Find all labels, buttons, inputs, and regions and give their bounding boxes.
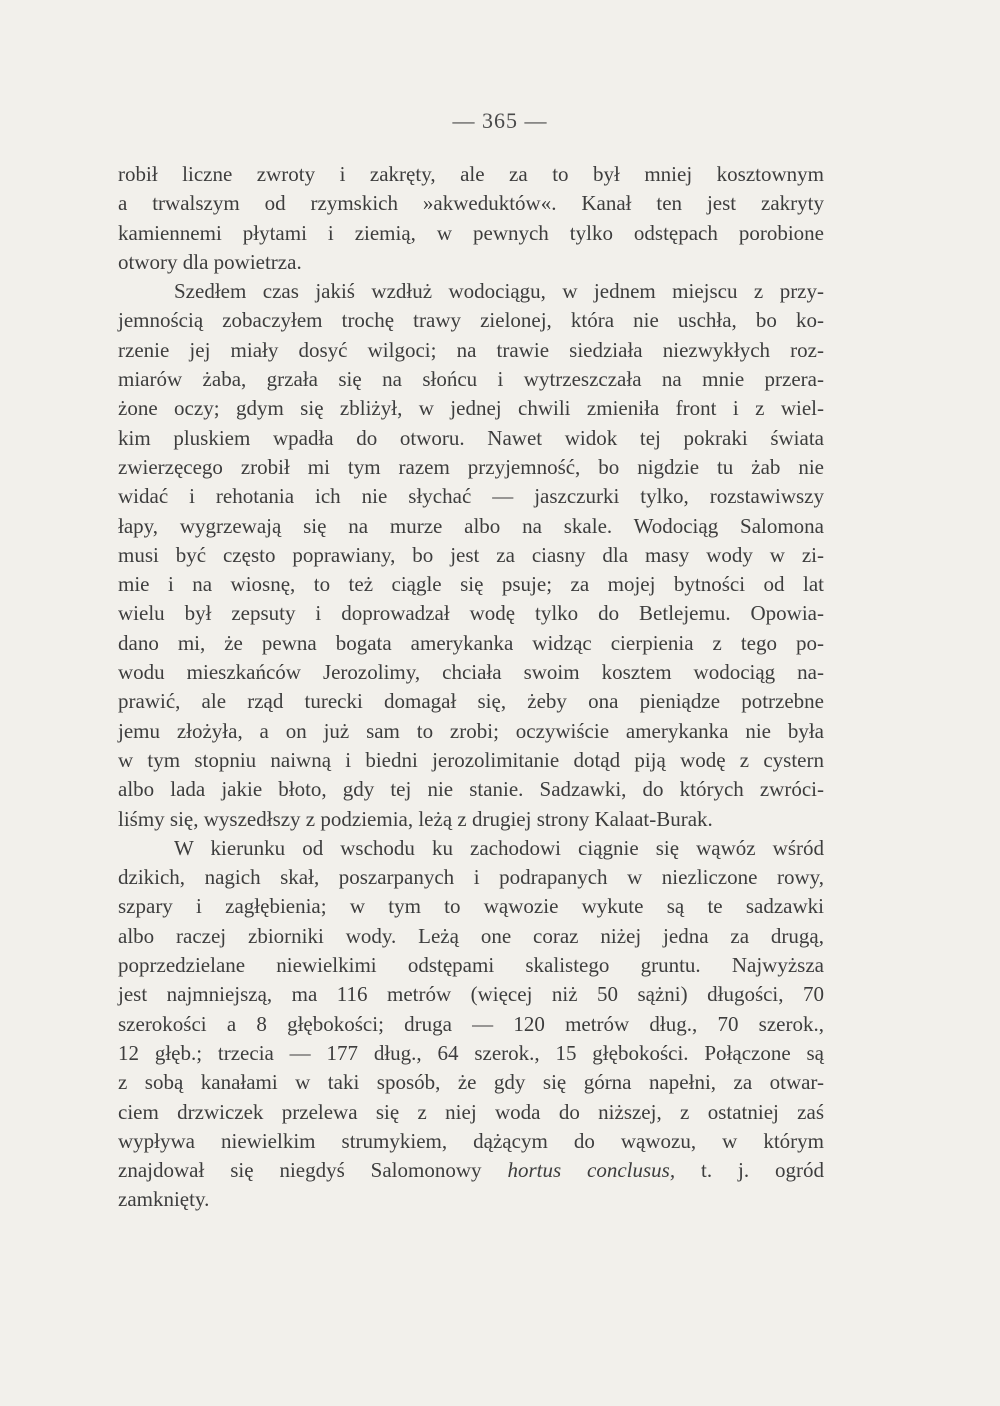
text-line: z sobą kanałami w taki sposób, że gdy się górna napełni, za otwar- — [118, 1070, 824, 1095]
text-line: wodu mieszkańców Jerozolimy, chciała swoim kosztem wodociąg na- — [118, 660, 824, 685]
text-line: 12 głęb.; trzecia — 177 dług., 64 szerok., 15 głębokości. Połączone są — [118, 1040, 824, 1065]
text-line: zwierzęcego zrobił mi tym razem przyjemność, bo nigdzie tu żab nie — [118, 454, 824, 479]
text-line: liśmy się, wyszedłszy z podziemia, leżą z drugiej strony Kalaat-Burak. — [118, 806, 713, 831]
text-line: kim pluskiem wpadła do otworu. Nawet widok tej pokraki świata — [118, 425, 824, 450]
text-line — [118, 1156, 824, 1185]
text-line: zamknięty. — [118, 1187, 210, 1212]
text-line: rzenie jej miały dosyć wilgoci; na trawie siedziała niezwykłych roz- — [118, 337, 824, 362]
text-line: dano mi, że pewna bogata amerykanka widząc cierpienia z tego po- — [118, 630, 824, 655]
text-line: dzikich, nagich skał, poszarpanych i podrapanych w niezliczone rowy, — [118, 865, 824, 890]
text-line: szpary i zagłębienia; w tym to wąwozie wykute są te sadzawki — [118, 894, 824, 919]
text-line: żone oczy; gdym się zbliżył, w jednej chwili zmieniła front i z wiel- — [118, 396, 824, 421]
text-segment: t. j. ogród — [675, 1158, 825, 1183]
text-line: albo raczej zbiorniki wody. Leżą one coraz niżej jedna za drugą, — [118, 923, 824, 948]
text-line: otwory dla powietrza. — [118, 249, 302, 274]
text-line: widać i rehotania ich nie słychać — jaszczurki tylko, rozstawiwszy — [118, 484, 824, 509]
text-line: poprzedzielane niewielkimi odstępami skalistego gruntu. Najwyższa — [118, 953, 824, 978]
text-line: kamiennemi płytami i ziemią, w pewnych tylko odstępach porobione — [118, 220, 824, 245]
text-line: W kierunku od wschodu ku zachodowi ciągnie się wąwóz wśród — [174, 835, 824, 860]
text-line: prawić, ale rząd turecki domagał się, żeby ona pieniądze potrzebne — [118, 689, 824, 714]
text-line: mie i na wiosnę, to też ciągle się psuje; za mojej bytności od lat — [118, 572, 824, 597]
text-line: albo lada jakie błoto, gdy tej nie stanie. Sadzawki, do których zwróci- — [118, 777, 824, 802]
latin-phrase: hortus conclusus, — [507, 1158, 676, 1183]
text-line: robił liczne zwroty i zakręty, ale za to był mniej kosztownym — [118, 162, 824, 186]
page-number: — 365 — — [452, 108, 548, 133]
text-line: a trwalszym od rzymskich »akweduktów«. Kanał ten jest zakryty — [118, 191, 824, 216]
text-line: Szedłem czas jakiś wzdłuż wodociągu, w jednem miejscu z przy- — [174, 279, 824, 304]
text-line: musi być często poprawiany, bo jest za ciasny dla masy wody w zi- — [118, 542, 824, 567]
text-line: jemnością zobaczyłem trochę trawy zielonej, która nie uschła, bo ko- — [118, 308, 824, 333]
text-line: w tym stopniu naiwną i biedni jerozolimitanie dotąd piją wodę z cystern — [118, 747, 824, 772]
text-segment: znajdował się niegdyś Salomonowy — [118, 1158, 508, 1183]
text-line: jest najmniejszą, ma 116 metrów (więcej niż 50 sążni) długości, 70 — [118, 982, 824, 1007]
text-line: łapy, wygrzewają się na murze albo na skale. Wodociąg Salomona — [118, 513, 824, 538]
text-line: wielu był zepsuty i doprowadzał wodę tylko do Betlejemu. Opowia- — [118, 601, 824, 626]
text-line: ciem drzwiczek przelewa się z niej woda do niższej, z ostatniej zaś — [118, 1099, 824, 1124]
body-text — [118, 160, 824, 1215]
text-line: miarów żaba, grzała się na słońcu i wytrzeszczała na mnie przera- — [118, 367, 824, 392]
text-line: wypływa niewielkim strumykiem, dążącym do wąwozu, w którym — [118, 1128, 824, 1153]
text-line: jemu złożyła, a on już sam to zrobi; oczywiście amerykanka nie była — [118, 718, 824, 743]
text-line: szerokości a 8 głębokości; druga — 120 metrów dług., 70 szerok., — [118, 1011, 824, 1036]
